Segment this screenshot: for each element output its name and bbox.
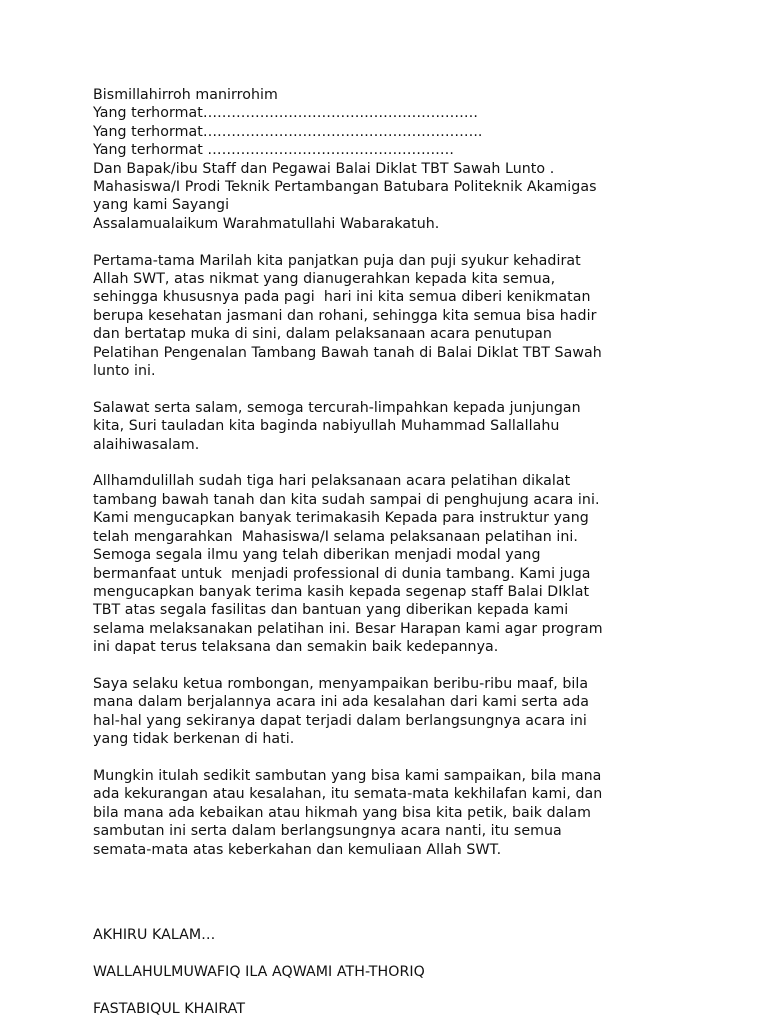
paragraph-line: yang tidak berkenan di hati. bbox=[93, 731, 295, 748]
header-block bbox=[93, 86, 693, 233]
paragraph-line: bila mana ada kebaikan atau hikmah yang bisa kita petik, baik dalam bbox=[93, 804, 591, 821]
paragraph-line: Mungkin itulah sedikit sambutan yang bisa kami sampaikan, bila mana bbox=[93, 767, 602, 784]
paragraph-line: Kami mengucapkan banyak terimakasih Kepada para instruktur yang bbox=[93, 510, 589, 527]
paragraph-line: bermanfaat untuk menjadi professional di dunia tambang. Kami juga bbox=[93, 565, 591, 582]
paragraph-line: telah mengarahkan Mahasiswa/I selama pelaksanaan pelatihan ini. bbox=[93, 528, 578, 545]
paragraph-line: ini dapat terus telaksana dan semakin baik kedepannya. bbox=[93, 639, 499, 656]
paragraph-line: Allah SWT, atas nikmat yang dianugerahkan kepada kita semua, bbox=[93, 271, 556, 288]
paragraph-line: lunto ini. bbox=[93, 363, 156, 380]
paragraph-line: sambutan ini serta dalam berlangsungnya acara nanti, itu semua bbox=[93, 823, 562, 840]
paragraph-line: Salawat serta salam, semoga tercurah-limpahkan kepada junjungan bbox=[93, 399, 581, 416]
paragraph-line: ada kekurangan atau kesalahan, itu semata-mata kekhilafan kami, dan bbox=[93, 786, 603, 803]
paragraph-line: selama melaksanakan pelatihan ini. Besar Harapan kami agar program bbox=[93, 620, 603, 637]
greeting-salam: Assalamualaikum Warahmatullahi Wabarakatuh. bbox=[93, 215, 440, 232]
closing-fastabiqul: FASTABIQUL KHAIRAT bbox=[93, 1000, 246, 1017]
closing-akhiru-kalam: AKHIRU KALAM… bbox=[93, 927, 216, 944]
salutation-line-3: Yang terhormat ……………………………………………. bbox=[93, 142, 454, 159]
paragraph-line: mengucapkan banyak terima kasih kepada segenap staff Balai DIklat bbox=[93, 583, 590, 600]
salutation-students: Mahasiswa/I Prodi Teknik Pertambangan Batubara Politeknik Akamigas bbox=[93, 179, 597, 196]
paragraph-conclusion bbox=[93, 767, 693, 859]
salutation-line-1: Yang terhormat…………………………………………………. bbox=[93, 105, 478, 122]
paragraph-opening bbox=[93, 252, 693, 381]
paragraph-line: hal-hal yang sekiranya dapat terjadi dalam berlangsungnya acara ini bbox=[93, 712, 587, 729]
salutation-line-2: Yang terhormat………………………………………………….. bbox=[93, 123, 483, 140]
paragraph-apology bbox=[93, 675, 693, 749]
paragraph-line: Saya selaku ketua rombongan, menyampaikan beribu-ribu maaf, bila bbox=[93, 675, 589, 692]
paragraph-line: kita, Suri tauladan kita baginda nabiyullah Muhammad Sallallahu bbox=[93, 418, 560, 435]
paragraph-line: Pelatihan Pengenalan Tambang Bawah tanah di Balai Diklat TBT Sawah bbox=[93, 344, 602, 361]
opening-basmalah: Bismillahirroh manirrohim bbox=[93, 87, 278, 103]
paragraph-line: Semoga segala ilmu yang telah diberikan menjadi modal yang bbox=[93, 547, 541, 564]
salutation-students-cont: yang kami Sayangi bbox=[93, 197, 230, 214]
paragraph-gratitude bbox=[93, 472, 693, 656]
paragraph-line: mana dalam berjalannya acara ini ada kesalahan dari kami serta ada bbox=[93, 694, 589, 711]
document-page bbox=[93, 86, 693, 1018]
closing-wallahul: WALLAHULMUWAFIQ ILA AQWAMI ATH-THORIQ bbox=[93, 964, 425, 981]
paragraph-line: Allhamdulillah sudah tiga hari pelaksanaan acara pelatihan dikalat bbox=[93, 473, 571, 490]
paragraph-line: sehingga khususnya pada pagi hari ini kita semua diberi kenikmatan bbox=[93, 289, 591, 306]
paragraph-line: berupa kesehatan jasmani dan rohani, sehingga kita semua bisa hadir bbox=[93, 307, 597, 324]
paragraph-line: Pertama-tama Marilah kita panjatkan puja dan puji syukur kehadirat bbox=[93, 252, 581, 269]
paragraph-line: alaihiwasalam. bbox=[93, 436, 200, 453]
closing-block bbox=[93, 926, 693, 1018]
paragraph-line: dan bertatap muka di sini, dalam pelaksanaan acara penutupan bbox=[93, 326, 552, 343]
salutation-staff: Dan Bapak/ibu Staff dan Pegawai Balai Diklat TBT Sawah Lunto . bbox=[93, 160, 555, 177]
paragraph-salawat bbox=[93, 399, 693, 454]
paragraph-line: semata-mata atas keberkahan dan kemuliaan Allah SWT. bbox=[93, 841, 502, 858]
paragraph-line: TBT atas segala fasilitas dan bantuan yang diberikan kepada kami bbox=[93, 602, 569, 619]
paragraph-line: tambang bawah tanah dan kita sudah sampai di penghujung acara ini. bbox=[93, 491, 600, 508]
